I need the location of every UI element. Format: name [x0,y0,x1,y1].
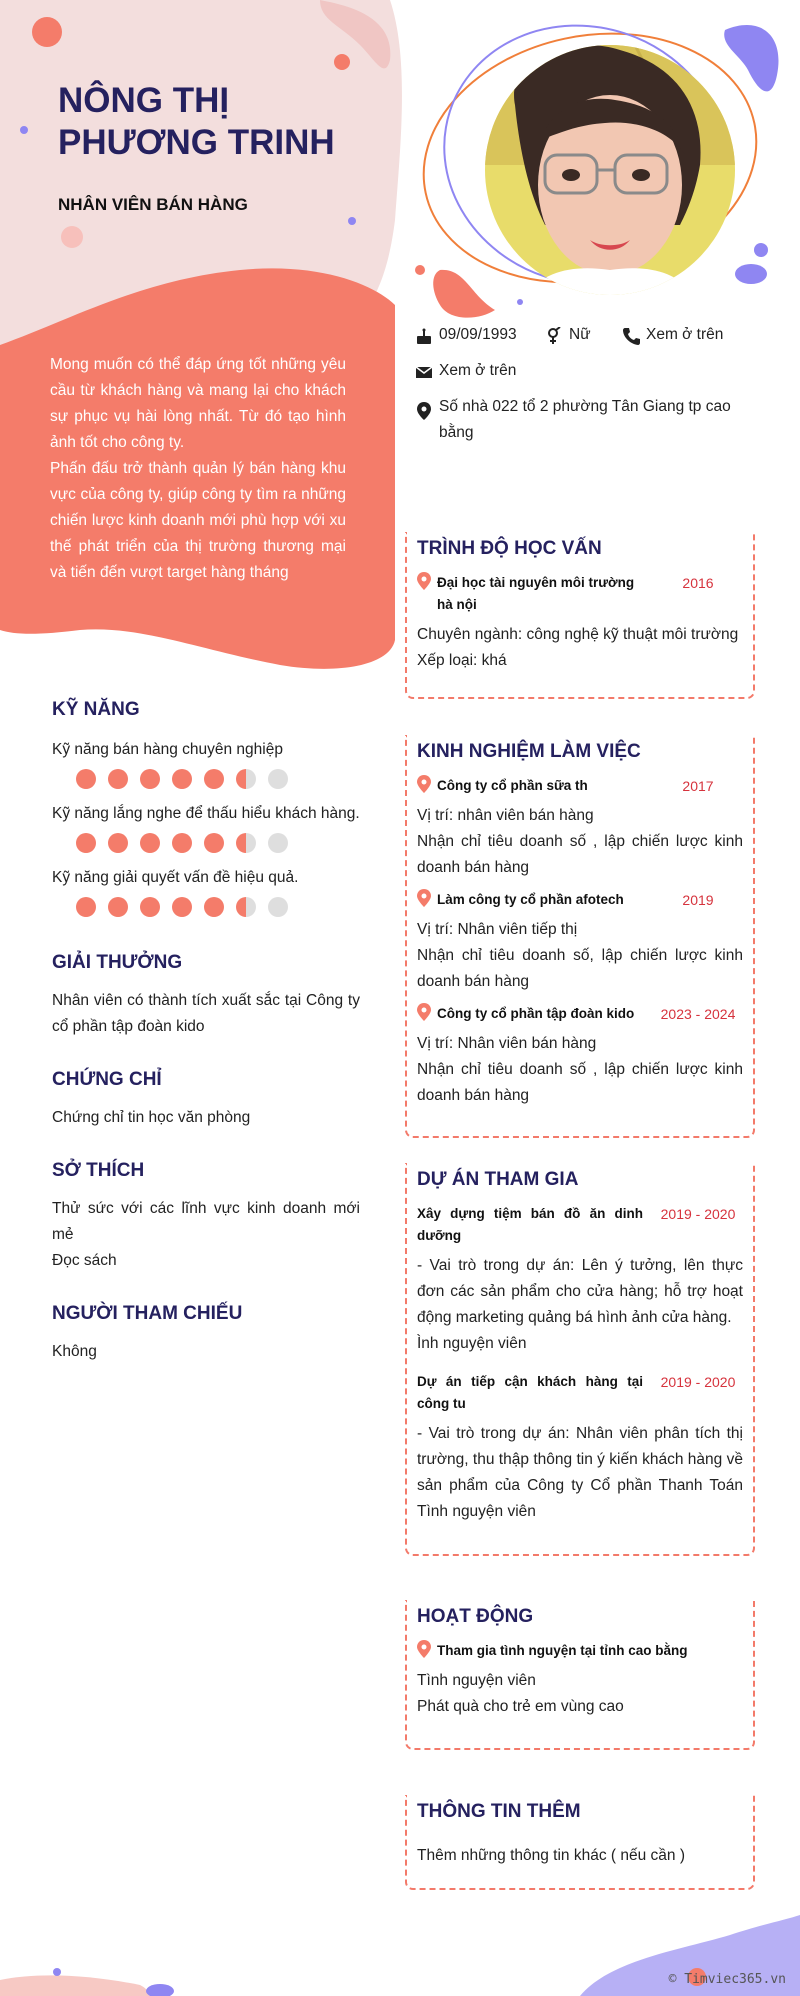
education-heading: TRÌNH ĐỘ HỌC VẤN [417,538,743,560]
certificates-heading: CHỨNG CHỈ [52,1069,370,1091]
skill-name: Kỹ năng giải quyết vấn đề hiệu quả. [52,869,299,886]
project-date: 2019 - 2020 [660,1206,736,1222]
experience-entry [417,1003,743,1109]
rating-dot [108,769,128,789]
skill-item [52,805,370,853]
references-section [52,1303,370,1365]
rating-dot [172,897,192,917]
gender-value: Nữ [569,326,591,343]
hobbies-heading: SỞ THÍCH [52,1160,370,1182]
phone-value[interactable]: Xem ở trên [646,326,724,343]
education-major: Chuyên ngành: công nghệ kỹ thuật môi trường [417,626,739,643]
awards-section [52,952,370,1040]
rating-dot [236,833,256,853]
birthday-value: 09/09/1993 [439,326,517,343]
project-name: Xây dựng tiệm bán đồ ăn dinh dưỡng [417,1206,643,1243]
rating-dot [204,897,224,917]
references-heading: NGƯỜI THAM CHIẾU [52,1303,370,1325]
project-entry [417,1203,743,1357]
experience-date: 2017 [682,778,714,794]
job-title: NHÂN VIÊN BÁN HÀNG [58,195,248,214]
skill-name: Kỹ năng lắng nghe để thấu hiểu khách hàng. [52,805,360,822]
additional-info-text: Thêm những thông tin khác ( nếu cần ) [417,1847,686,1864]
gender-icon [545,327,563,345]
education-year: 2016 [682,575,714,591]
cake-icon [415,327,433,345]
skills-list [52,741,370,917]
rating-dot [108,833,128,853]
experience-date: 2023 - 2024 [660,1006,736,1022]
awards-heading: GIẢI THƯỞNG [52,952,370,974]
education-entry [417,572,743,616]
experience-position: Vị trí: nhân viên bán hàng [417,807,594,824]
projects-section [405,1163,755,1556]
gender-row [545,326,591,345]
rating-dot [172,769,192,789]
email-row [415,362,516,381]
skill-rating [76,833,370,853]
references-text: Không [52,1343,97,1360]
phone-row [622,326,723,345]
certificates-text: Chứng chỉ tin học văn phòng [52,1109,251,1126]
skills-section [52,699,370,933]
activities-section [405,1600,755,1750]
education-section [405,532,755,699]
hobbies-section [52,1160,370,1274]
company-name: Làm công ty cổ phần afotech [437,892,624,907]
skill-rating [76,769,370,789]
rating-dot [236,897,256,917]
location-pin-icon [417,1003,431,1021]
activities-heading: HOẠT ĐỘNG [417,1606,743,1628]
activity-name: Tham gia tình nguyện tại tỉnh cao bằng [437,1643,688,1658]
experience-heading: KINH NGHIỆM LÀM VIỆC [417,741,743,763]
experience-desc: Nhận chỉ tiêu doanh số, lập chiến lược kinh doanh bán hàng [417,947,743,990]
projects-list [417,1203,743,1525]
awards-text: Nhân viên có thành tích xuất sắc tại Công ty cổ phần tập đoàn kido [52,992,360,1035]
location-pin-icon [417,1640,431,1658]
experience-entry [417,775,743,881]
email-value[interactable]: Xem ở trên [439,362,517,379]
additional-info-section [405,1795,755,1890]
rating-dot [204,833,224,853]
rating-dot [76,897,96,917]
experience-entry [417,889,743,995]
birthday-row [415,326,517,345]
activity-entry [417,1640,743,1662]
location-pin-icon [415,402,433,420]
project-name: Dự án tiếp cận khách hàng tại công tu [417,1374,643,1411]
rating-dot [140,833,160,853]
skill-item [52,741,370,789]
experience-list [417,775,743,1109]
location-pin-icon [417,889,431,907]
rating-dot [236,769,256,789]
candidate-name: NÔNG THỊ PHƯƠNG TRINH [58,81,335,162]
school-name: Đại học tài nguyên môi trường hà nội [437,575,635,612]
address-row [415,398,745,446]
company-name: Công ty cổ phần sữa th [437,778,588,793]
experience-desc: Nhận chỉ tiêu doanh số , lập chiến lược kinh doanh bán hàng [417,1061,743,1104]
phone-icon [622,327,640,345]
location-pin-icon [417,572,431,590]
rating-dot [268,769,288,789]
rating-dot [76,833,96,853]
experience-position: Vị trí: Nhân viên bán hàng [417,1035,597,1052]
avatar [485,45,735,295]
experience-date: 2019 [682,892,714,908]
project-date: 2019 - 2020 [660,1374,736,1390]
watermark: © Timviec365.vn [668,1972,786,1987]
project-desc: - Vai trò trong dự án: Lên ý tưởng, lên thực đơn các sản phẩm cho cửa hàng; hỗ trợ hoạt động marketing quảng bá hình ảnh cửa hàng. Ình nguyện viên [417,1257,743,1352]
projects-heading: DỰ ÁN THAM GIA [417,1169,743,1191]
rating-dot [204,769,224,789]
rating-dot [268,833,288,853]
education-rank: Xếp loại: khá [417,652,507,669]
experience-desc: Nhận chỉ tiêu doanh số , lập chiến lược kinh doanh bán hàng [417,833,743,876]
skills-heading: KỸ NĂNG [52,699,370,721]
location-pin-icon [417,775,431,793]
rating-dot [76,769,96,789]
skill-rating [76,897,370,917]
certificates-section [52,1069,370,1131]
rating-dot [268,897,288,917]
company-name: Công ty cổ phần tập đoàn kido [437,1006,635,1021]
email-icon [415,363,433,381]
activity-desc: Tình nguyện viên Phát quà cho trẻ em vùng cao [417,1672,624,1715]
experience-section [405,735,755,1138]
additional-info-heading: THÔNG TIN THÊM [417,1801,743,1823]
rating-dot [140,769,160,789]
project-desc: - Vai trò trong dự án: Nhân viên phân tích thị trường, thu thập thông tin ý kiến khách hàng về sản phẩm của Công ty Cổ phần Thanh Toán Tình nguyện viên [417,1425,743,1520]
skill-item [52,869,370,917]
skill-name: Kỹ năng bán hàng chuyên nghiệp [52,741,283,758]
address-value: Số nhà 022 tổ 2 phường Tân Giang tp cao bằng [439,398,731,441]
project-entry [417,1371,743,1525]
experience-position: Vị trí: Nhân viên tiếp thị [417,921,578,938]
hobbies-text: Thử sức với các lĩnh vực kinh doanh mới mẻ Đọc sách [52,1200,360,1269]
rating-dot [172,833,192,853]
career-objective: Mong muốn có thể đáp ứng tốt những yêu cầu từ khách hàng và mang lại cho khách sự phục vụ hài lòng nhất. Từ đó tạo hình ảnh tốt cho công ty. Phấn đấu trở thành quản lý bán hàng khu vực của công ty, giúp công ty tìm ra những chiến lược kinh doanh mới phù hợp với xu thế phát triển của thị trường thương mại và tiến đến vượt target hàng tháng [50,356,346,581]
rating-dot [108,897,128,917]
rating-dot [140,897,160,917]
